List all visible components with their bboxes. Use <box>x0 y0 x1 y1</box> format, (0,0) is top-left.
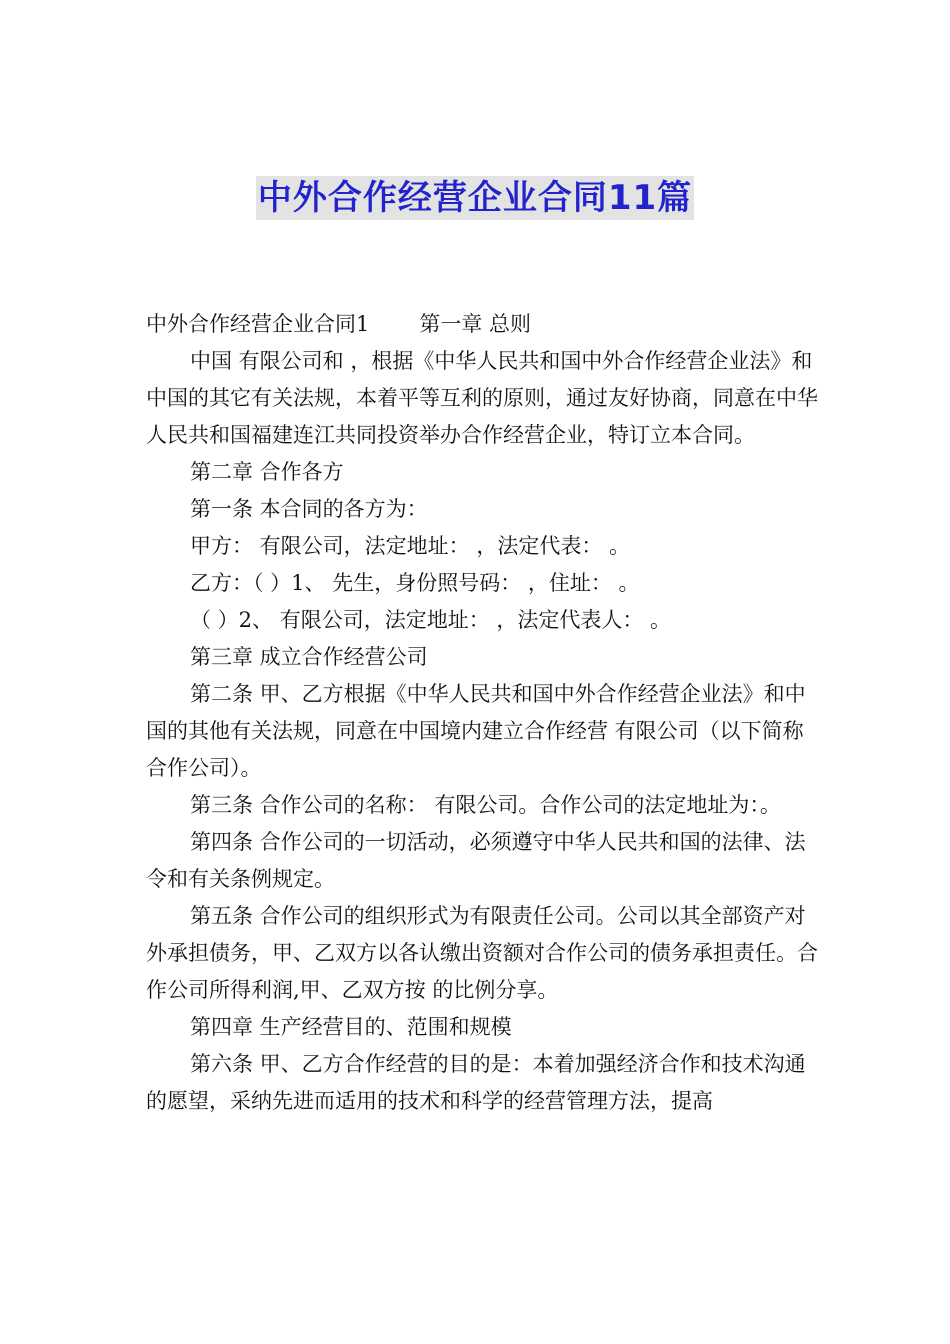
article-5: 第五条 合作公司的组织形式为有限责任公司。公司以其全部资产对外承担债务，甲、乙双方以各认缴出资额对合作公司的债务承担责任。合作公司所得利润,甲、乙双方按 的比例分享。 <box>146 904 818 1002</box>
heading-line <box>146 306 822 343</box>
article-6: 第六条 甲、乙方合作经营的目的是：本着加强经济合作和技术沟通的愿望，采纳先进而适用的技术和科学的经营管理方法，提高 <box>146 1052 806 1113</box>
document-title-text: 中外合作经营企业合同11篇 <box>257 178 693 218</box>
article-4: 第四条 合作公司的一切活动，必须遵守中华人民共和国的法律、法令和有关条例规定。 <box>146 830 806 891</box>
article-3: 第三条 合作公司的名称： 有限公司。合作公司的法定地址为：。 <box>190 793 781 817</box>
party-b-2: （ ）2、 有限公司，法定地址： ，法定代表人： 。 <box>190 608 672 632</box>
chapter-3-heading: 第三章 成立合作经营公司 <box>190 645 428 669</box>
party-b-1: 乙方：（ ）1、 先生，身份照号码： ，住址： 。 <box>190 571 640 595</box>
chapter-heading: 第一章 总则 <box>419 312 532 336</box>
article-2: 第二条 甲、乙方根据《中华人民共和国中外合作经营企业法》和中国的其他有关法规，同意在中国境内建立合作经营 有限公司（以下简称合作公司）。 <box>146 682 806 780</box>
contract-number: 中外合作经营企业合同1 <box>146 312 370 336</box>
party-a: 甲方： 有限公司，法定地址： ，法定代表： 。 <box>190 534 631 558</box>
chapter-2-heading: 第二章 合作各方 <box>190 460 344 484</box>
document-body <box>146 306 822 1120</box>
chapter-4-heading: 第四章 生产经营目的、范围和规模 <box>190 1015 512 1039</box>
article-1: 第一条 本合同的各方为： <box>190 497 428 521</box>
document-title <box>0 176 950 220</box>
paragraph-preamble: 中国 有限公司和 ，根据《中华人民共和国中外合作经营企业法》和中国的其它有关法规，本着平等互利的原则，通过友好协商，同意在中华人民共和国福建连江共同投资举办合作经营企业，特订立本合同。 <box>146 349 818 447</box>
